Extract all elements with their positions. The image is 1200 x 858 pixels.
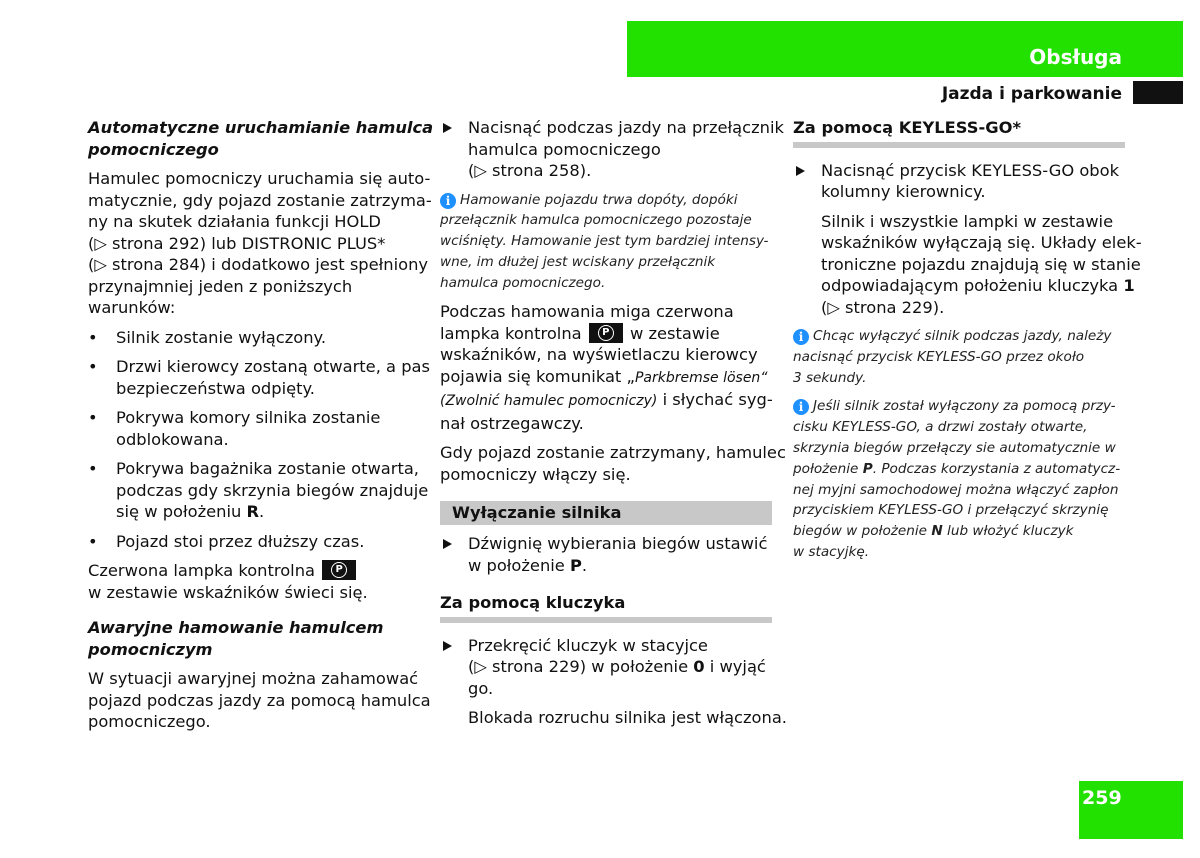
column-3 [793, 117, 1142, 571]
step-result-engine-off: Silnik i wszystkie lampki w zestawie wskaźników wyłączają się. Układy elek- troniczne pojazdu znajdują się w stanie odpowiadającym położeniu kluczyka 1 (▷ strona 229). [821, 211, 1142, 317]
paragraph-warning: Podczas hamowania miga czerwona lampka kontrolna P w zestawie wskaźników, na wyświetlaczu kierowcy pojawia się komunikat „Parkbremse lösen“ (Zwolnić hamulec pomocniczy) i słychać syg- nał ostrzegawczy. [440, 302, 773, 433]
section-title: Obsługa [1029, 45, 1122, 69]
step-press-switch: Nacisnąć podczas jazdy na przełącznik hamulca pomocniczego (▷ strona 258). [440, 117, 772, 182]
header-marker [1133, 81, 1183, 104]
info-icon: i [793, 329, 809, 345]
list-item: • Silnik zostanie wyłączony. [88, 327, 327, 347]
section-heading-engine-off: Wyłączanie silnika [440, 501, 772, 525]
list-item: • Drzwi kierowcy zostaną otwarte, a pas bezpieczeństwa odpięty. [88, 357, 430, 398]
list-item: • Pojazd stoi przez dłuższy czas. [88, 531, 365, 551]
info-note-braking: i Hamowanie pojazdu trwa dopóty, dopóki przełącznik hamulca pomocniczego pozostaje wciśnięty. Hamowanie jest tym bardziej intensy- wne, im dłużej jest wciskany przełącznik hamulca pomocniczego. [440, 191, 769, 291]
heading-emergency-braking: Awaryjne hamowanie hamulcem pomocniczym [88, 618, 384, 659]
section-heading-keyless-go: Za pomocą KEYLESS-GO* [793, 117, 1125, 148]
step-selector-lever: Dźwignię wybierania biegów ustawić w położenie P. [440, 533, 772, 576]
bullet-icon: • [88, 408, 98, 427]
subsection-title: Jazda i parkowanie [941, 84, 1122, 104]
bullet-icon: • [88, 459, 98, 478]
list-item: • Pokrywa bagażnika zostanie otwarta, podczas gdy skrzynia biegów znajduje się w położeniu R. [88, 459, 429, 521]
section-heading-key: Za pomocą kluczyka [440, 592, 772, 623]
step-result-immobilizer: Blokada rozruchu silnika jest włączona. [468, 708, 787, 728]
list-item: • Pokrywa komory silnika zostanie odblokowana. [88, 408, 381, 449]
bullet-icon: • [88, 357, 98, 376]
triangle-arrow-icon [796, 166, 805, 176]
triangle-arrow-icon [443, 539, 452, 549]
step-press-keyless-go: Nacisnąć przycisk KEYLESS-GO obok kolumny kierownicy. [793, 160, 1125, 203]
triangle-arrow-icon [443, 641, 452, 651]
heading-auto-parking-brake: Automatyczne uruchamianie hamulca pomocniczego [88, 118, 434, 159]
info-icon: i [793, 399, 809, 415]
parking-brake-lamp-icon: P [589, 323, 623, 343]
paragraph-stopped: Gdy pojazd zostanie zatrzymany, hamulec pomocniczy włączy się. [440, 443, 786, 484]
info-icon: i [440, 193, 456, 209]
info-note-automatic-gear: i Jeśli silnik został wyłączony za pomocą przy- cisku KEYLESS-GO, a drzwi zostały otwarte, skrzynia biegów przełączy sie automatycznie w położenie P. Podczas korzystania z automatycz- nej myjni samochodowej można włączyć zapłon przyciskiem KEYLESS-GO i przełączyć skrzynię biegów w położenie N lub włożyć kluczyk w stacyjkę. [793, 398, 1121, 560]
paragraph-lamp: Czerwona lampka kontrolna P w zestawie wskaźników świeci się. [88, 561, 368, 602]
info-note-while-driving: i Chcąc wyłączyć silnik podczas jazdy, należy nacisnąć przycisk KEYLESS-GO przez około 3 sekundy. [793, 328, 1112, 386]
column-2 [440, 117, 787, 737]
parking-brake-lamp-icon: P [322, 560, 356, 580]
triangle-arrow-icon [443, 123, 452, 133]
page-number: 259 [1082, 787, 1122, 809]
step-turn-key: Przekręcić kluczyk w stacyjce (▷ strona 229) w położenie 0 i wyjąć go. [440, 635, 772, 700]
bullet-icon: • [88, 531, 98, 551]
column-1 [88, 117, 434, 741]
bullet-icon: • [88, 327, 98, 347]
paragraph-emergency: W sytuacji awaryjnej można zahamować pojazd podczas jazdy za pomocą hamulca pomocniczego. [88, 669, 431, 731]
paragraph-conditions: Hamulec pomocniczy uruchamia się auto- matycznie, gdy pojazd zostanie zatrzyma- ny na skutek działania funkcji HOLD (▷ strona 292) lub DISTRONIC PLUS* (▷ strona 284) i dodatkowo jest spełniony przynajmniej jeden z poniższych warunków: [88, 169, 432, 317]
